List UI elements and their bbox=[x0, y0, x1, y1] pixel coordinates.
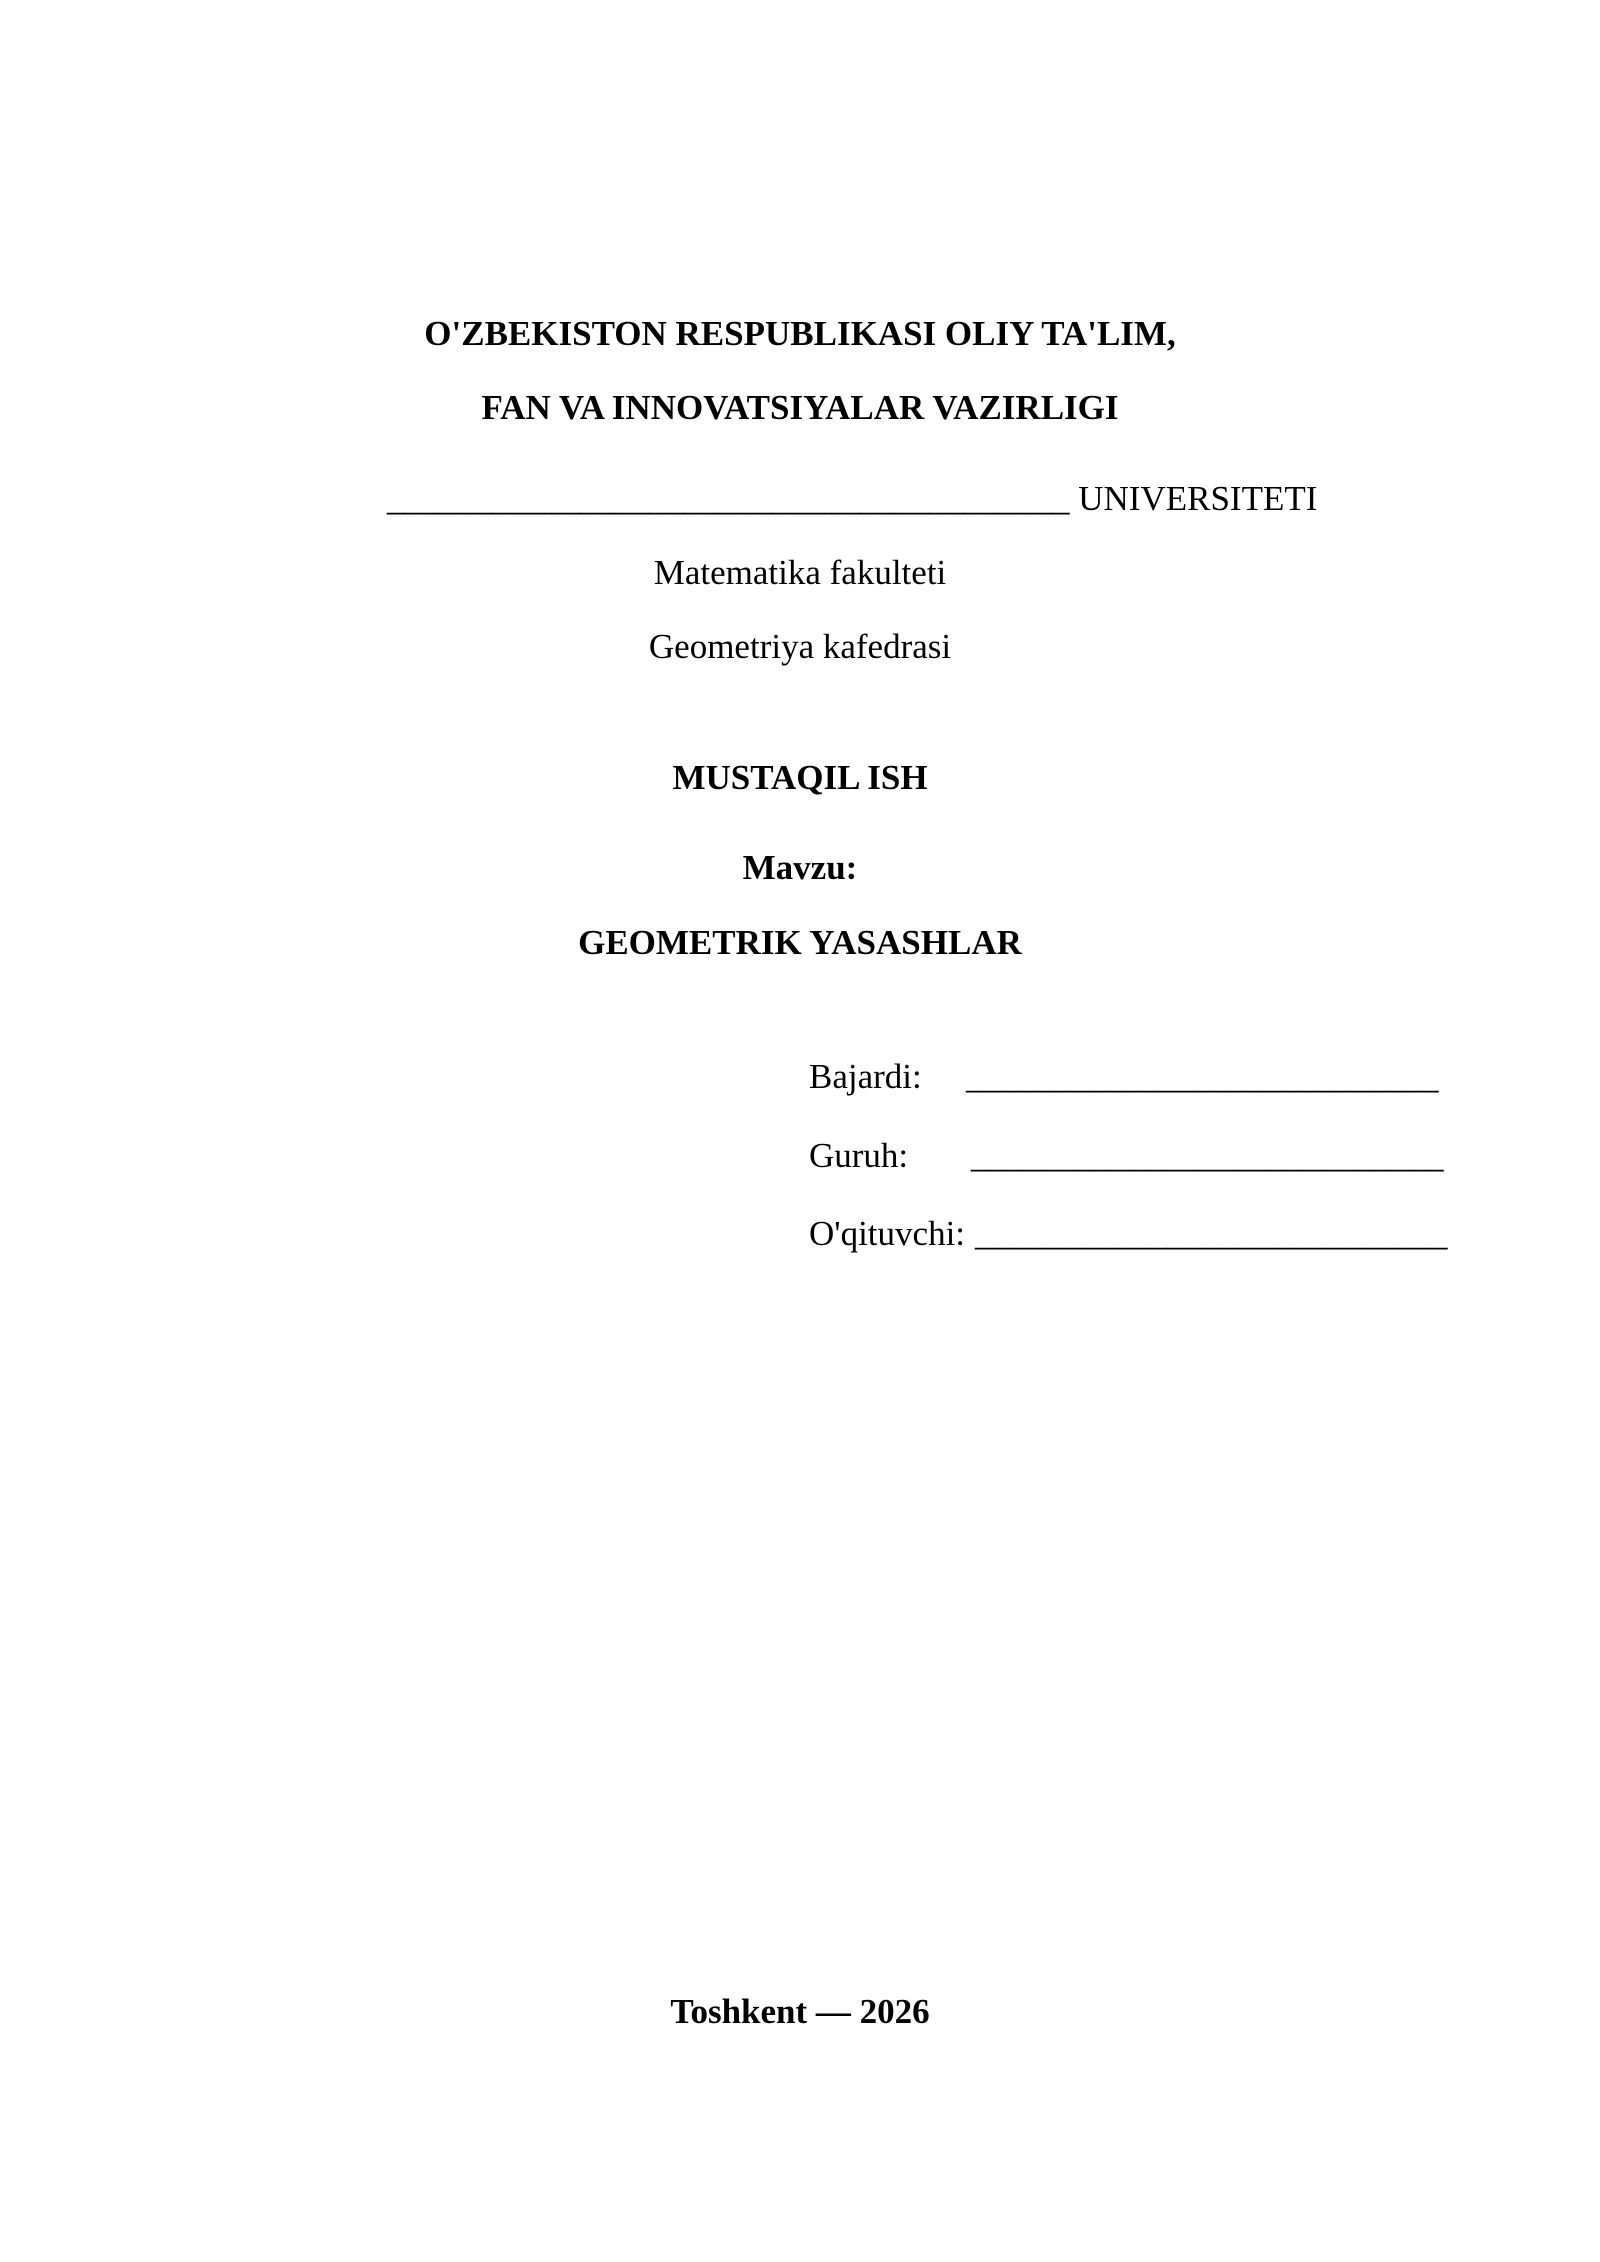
signature-row-performer bbox=[809, 1055, 1439, 1099]
teacher-blank: ___________________________ bbox=[975, 1214, 1448, 1253]
work-type-heading: MUSTAQIL ISH bbox=[672, 758, 928, 797]
topic-title: GEOMETRIK YASASHLAR bbox=[578, 923, 1022, 962]
university-line bbox=[387, 477, 1317, 521]
faculty-name: Matematika fakulteti bbox=[653, 553, 947, 592]
footer-city-year: Toshkent — 2026 bbox=[670, 1992, 930, 2031]
performer-label: Bajardi: bbox=[809, 1057, 922, 1096]
department-name: Geometriya kafedrasi bbox=[648, 627, 952, 666]
ministry-title-line-2: FAN VA INNOVATSIYALAR VAZIRLIGI bbox=[481, 388, 1119, 427]
group-blank: ___________________________ bbox=[971, 1136, 1444, 1175]
university-name-blank: _______________________________________ bbox=[387, 479, 1070, 518]
ministry-title-line-1: O'ZBEKISTON RESPUBLIKASI OLIY TA'LIM, bbox=[424, 314, 1176, 353]
signature-row-group bbox=[809, 1134, 1444, 1178]
teacher-label: O'qituvchi: bbox=[809, 1214, 966, 1253]
topic-label: Mavzu: bbox=[742, 848, 858, 887]
performer-blank: ___________________________ bbox=[966, 1057, 1439, 1096]
signature-row-teacher bbox=[809, 1212, 1448, 1256]
group-label: Guruh: bbox=[809, 1136, 909, 1175]
university-suffix: UNIVERSITETI bbox=[1078, 479, 1318, 518]
